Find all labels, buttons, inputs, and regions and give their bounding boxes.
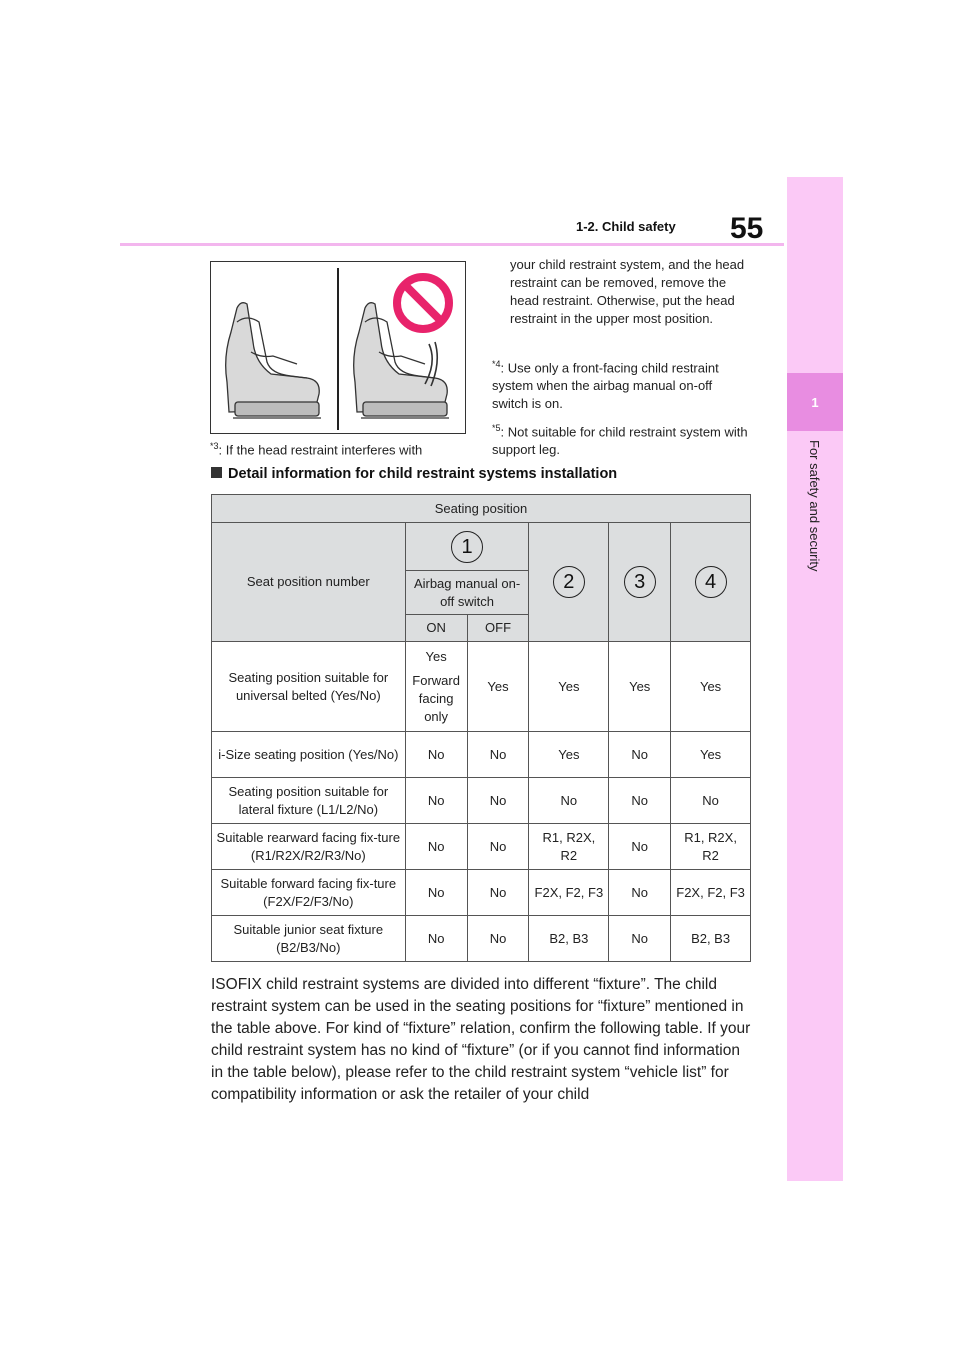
footnote-5 — [492, 419, 750, 459]
isofix-paragraph: ISOFIX child restraint systems are divided into different “fixture”. The child restraint system can be used in the seating positions for “fixture” mentioned in the table above. For kind of “fixture” relation, confirm the following table. If your child restraint system has no kind of “fixture” (or if you cannot find information in the table below), please refer to the child restraint system “vehicle list” for compatibility information or ask the retailer of your child — [211, 976, 751, 1103]
seat-correct-icon — [226, 303, 321, 418]
switch-on-header: ON — [405, 615, 467, 642]
isofix-table — [211, 494, 751, 962]
cell-position-2: B2, B3 — [529, 916, 609, 962]
cell-on-note: Forward facing only — [412, 672, 460, 724]
figure-divider — [337, 268, 339, 430]
prohibited-icon — [392, 272, 454, 334]
cell-off: Yes — [467, 642, 529, 732]
position-4-header — [671, 523, 751, 642]
position-3-header — [609, 523, 671, 642]
row-label: Seating position suitable for universal belted (Yes/No) — [212, 642, 406, 732]
cell-position-4: B2, B3 — [671, 916, 751, 962]
cell-position-3: No — [609, 870, 671, 916]
cell-off: No — [467, 916, 529, 962]
cell-on: No — [405, 916, 467, 962]
position-4-badge: 4 — [695, 566, 727, 598]
cell-on-value: Yes — [425, 648, 447, 664]
cell-position-2: Yes — [529, 732, 609, 778]
airbag-switch-header: Airbag manual on-off switch — [405, 571, 529, 615]
detail-heading-text: Detail information for child restraint systems installation — [228, 466, 618, 482]
cell-position-4: R1, R2X, R2 — [671, 824, 751, 870]
square-bullet-icon — [211, 467, 222, 478]
cell-on: No — [405, 732, 467, 778]
row-label: Suitable forward facing fix-ture (F2X/F2/F3/No) — [212, 870, 406, 916]
chapter-side-tab — [787, 177, 843, 1181]
footnote-4 — [492, 355, 750, 413]
position-1-header — [405, 523, 529, 571]
cell-off: No — [467, 778, 529, 824]
position-2-badge: 2 — [553, 566, 585, 598]
cell-off: No — [467, 732, 529, 778]
switch-off-header: OFF — [467, 615, 529, 642]
head-restraint-illustration — [210, 261, 466, 434]
page-number: 55 — [730, 212, 764, 245]
cell-on: No — [405, 778, 467, 824]
footnote-5-mark: *5 — [492, 423, 501, 433]
cell-position-4: No — [671, 778, 751, 824]
table-row — [212, 916, 751, 962]
seat-position-number-header: Seat position number — [212, 523, 406, 642]
seating-position-header: Seating position — [212, 495, 751, 523]
cell-position-4: Yes — [671, 732, 751, 778]
cell-off: No — [467, 870, 529, 916]
position-2-header — [529, 523, 609, 642]
cell-on: No — [405, 824, 467, 870]
cell-off: No — [467, 824, 529, 870]
row-label: Seating position suitable for lateral fixture (L1/L2/No) — [212, 778, 406, 824]
section-title: 1-2. Child safety — [576, 219, 676, 234]
detail-heading — [211, 466, 617, 482]
footnote-3-text: : If the head restraint interferes with — [218, 442, 423, 458]
header-rule — [120, 243, 784, 246]
cell-position-4: Yes — [671, 642, 751, 732]
footnote-3-mark: *3 — [210, 441, 219, 451]
row-label: Suitable junior seat fixture (B2/B3/No) — [212, 916, 406, 962]
table-row — [212, 732, 751, 778]
table-row — [212, 824, 751, 870]
cell-position-3: No — [609, 916, 671, 962]
table-row — [212, 642, 751, 732]
cell-on — [405, 642, 467, 732]
footnote-4-text: : Use only a front-facing child restraint system when the airbag manual on-off switch is on. — [492, 360, 719, 412]
cell-on: No — [405, 870, 467, 916]
cell-position-2: Yes — [529, 642, 609, 732]
cell-position-3: No — [609, 824, 671, 870]
row-label: Suitable rearward facing fix-ture (R1/R2X/R2/R3/No) — [212, 824, 406, 870]
row-label: i-Size seating position (Yes/No) — [212, 732, 406, 778]
footnote-5-text: : Not suitable for child restraint system with support leg. — [492, 424, 748, 458]
cell-position-2: No — [529, 778, 609, 824]
cell-position-4: F2X, F2, F3 — [671, 870, 751, 916]
cell-position-3: No — [609, 732, 671, 778]
position-1-badge: 1 — [451, 531, 483, 563]
cell-position-3: Yes — [609, 642, 671, 732]
table-row — [212, 778, 751, 824]
footnote-3-continued: your child restraint system, and the head restraint can be removed, remove the head restraint. Otherwise, put the head restraint in the upper most position. — [510, 257, 745, 326]
chapter-title: For safety and security — [807, 440, 822, 572]
cell-position-2: R1, R2X, R2 — [529, 824, 609, 870]
footnote-4-mark: *4 — [492, 359, 501, 369]
footnote-3 — [210, 437, 422, 459]
table-row — [212, 870, 751, 916]
cell-position-2: F2X, F2, F3 — [529, 870, 609, 916]
cell-position-3: No — [609, 778, 671, 824]
chapter-number: 1 — [811, 394, 819, 410]
chapter-number-box — [787, 373, 843, 431]
position-3-badge: 3 — [624, 566, 656, 598]
